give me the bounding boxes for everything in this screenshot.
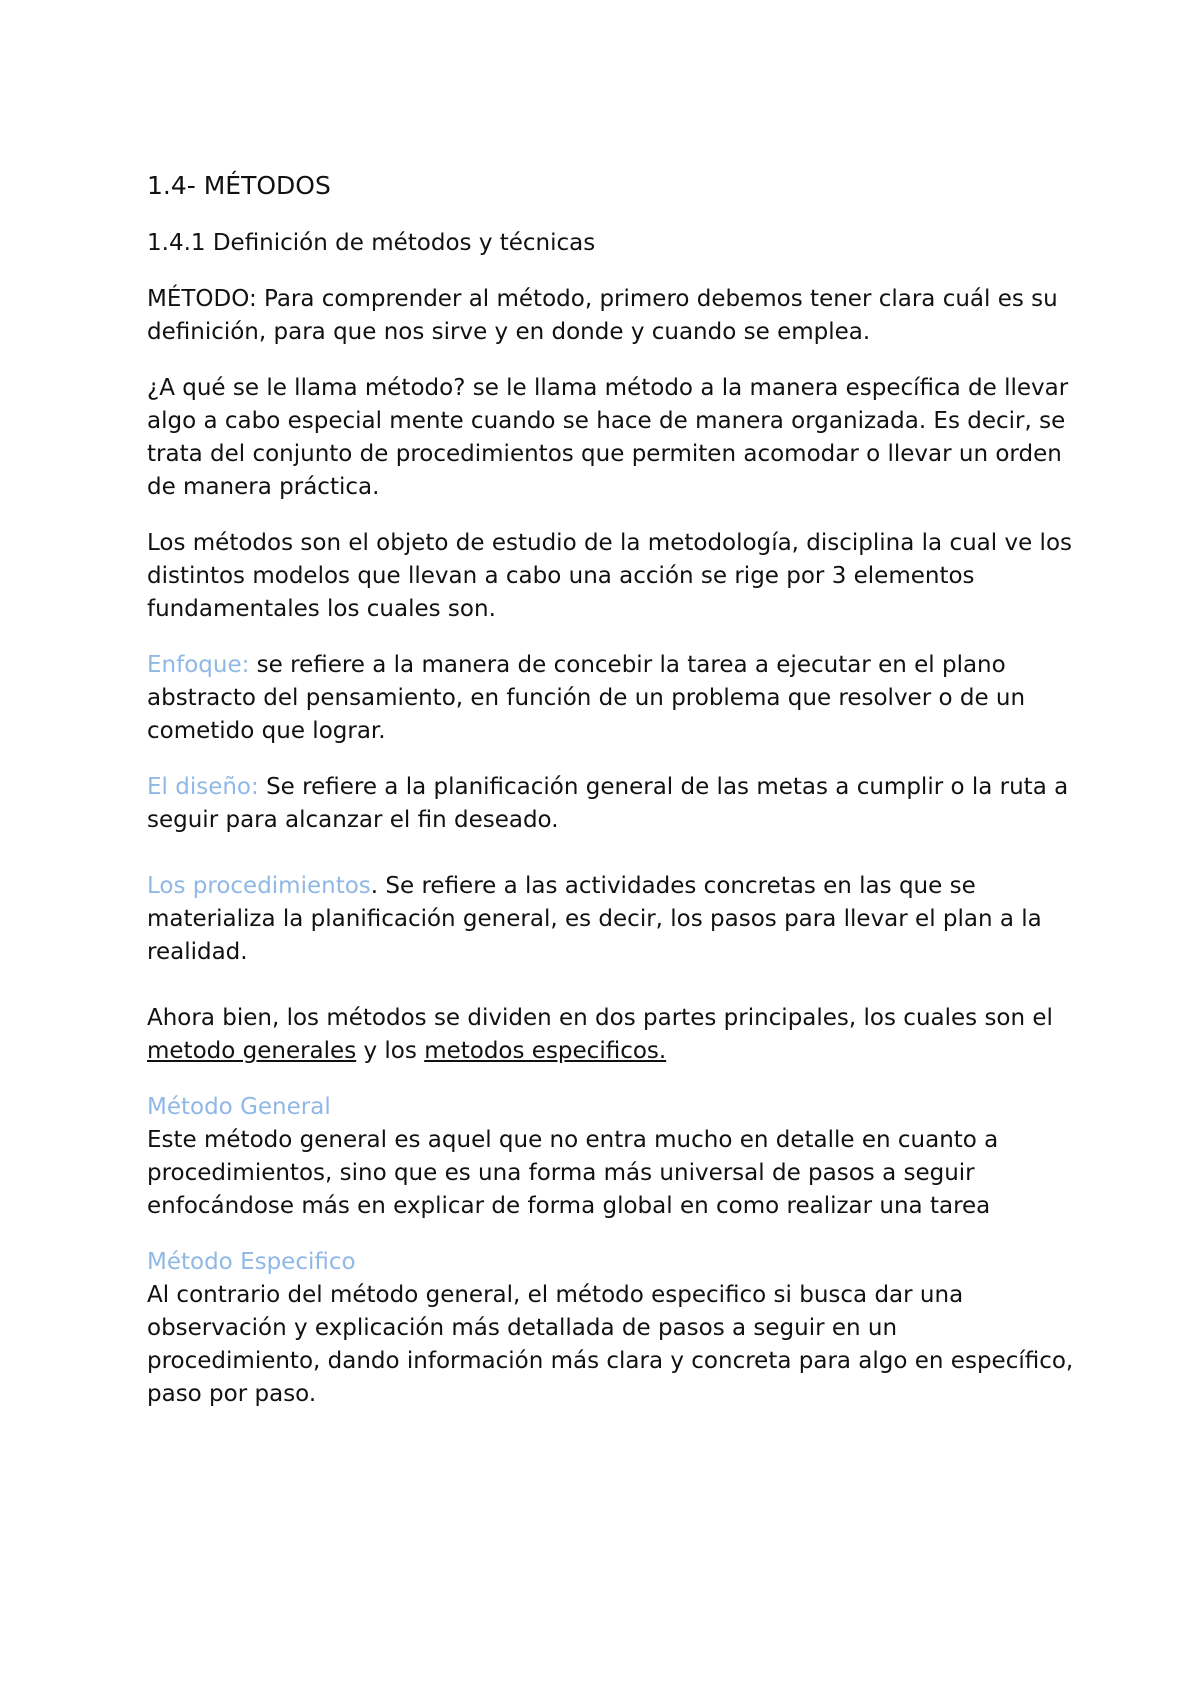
enfoque-label: Enfoque:	[147, 652, 250, 678]
diseno-label: El diseño:	[147, 774, 259, 800]
metodo-general-title: Método General	[147, 1094, 331, 1120]
subsection-heading: 1.4.1 Definición de métodos y técnicas	[147, 230, 596, 256]
link-metodo-generales: metodo generales	[147, 1038, 357, 1064]
paragraph-metodo-intro: MÉTODO: Para comprender al método, primero debemos tener clara cuál es su definición, para que nos sirve y en donde y cuando se emplea.	[147, 286, 1058, 345]
paragraph-procedimientos	[147, 870, 1077, 969]
division-text-start: Ahora bien, los métodos se dividen en dos partes principales, los cuales son el	[147, 1005, 1053, 1031]
paragraph-division-metodos	[147, 1002, 1077, 1068]
procedimientos-label: Los procedimientos	[147, 873, 371, 899]
metodo-general-text: Este método general es aquel que no entra mucho en detalle en cuanto a procedimientos, sino que es una forma más universal de pasos a seguir enfocándose más en explicar de forma global en como realizar una tarea	[147, 1127, 999, 1219]
enfoque-text: se refiere a la manera de concebir la tarea a ejecutar en el plano abstracto del pensamiento, en función de un problema que resolver o de un cometido que lograr.	[147, 652, 1026, 744]
paragraph-metodologia: Los métodos son el objeto de estudio de la metodología, disciplina la cual ve los distintos modelos que llevan a cabo una acción se rige por 3 elementos fundamentales los cuales son.	[147, 530, 1072, 622]
paragraph-enfoque	[147, 649, 1077, 748]
diseno-text: Se refiere a la planificación general de las metas a cumplir o la ruta a seguir para alcanzar el fin deseado.	[147, 774, 1069, 833]
document-page	[147, 168, 1077, 1434]
link-metodos-especificos: metodos especificos.	[424, 1038, 667, 1064]
division-text-mid: y los	[356, 1038, 425, 1064]
procedimientos-text: . Se refiere a las actividades concretas en las que se materializa la planificación general, es decir, los pasos para llevar el plan a la realidad.	[147, 873, 1042, 965]
metodo-especifico-title: Método Especifico	[147, 1249, 356, 1275]
paragraph-que-es-metodo: ¿A qué se le llama método? se le llama método a la manera específica de llevar algo a cabo especial mente cuando se hace de manera organizada. Es decir, se trata del conjunto de procedimientos que permiten acomodar o llevar un orden de manera práctica.	[147, 375, 1069, 500]
paragraph-diseno	[147, 771, 1077, 837]
metodo-especifico-text: Al contrario del método general, el método especifico si busca dar una observación y explicación más detallada de pasos a seguir en un procedimiento, dando información más clara y concreta para algo en específico, paso por paso.	[147, 1282, 1074, 1407]
section-heading: 1.4- MÉTODOS	[147, 171, 331, 200]
